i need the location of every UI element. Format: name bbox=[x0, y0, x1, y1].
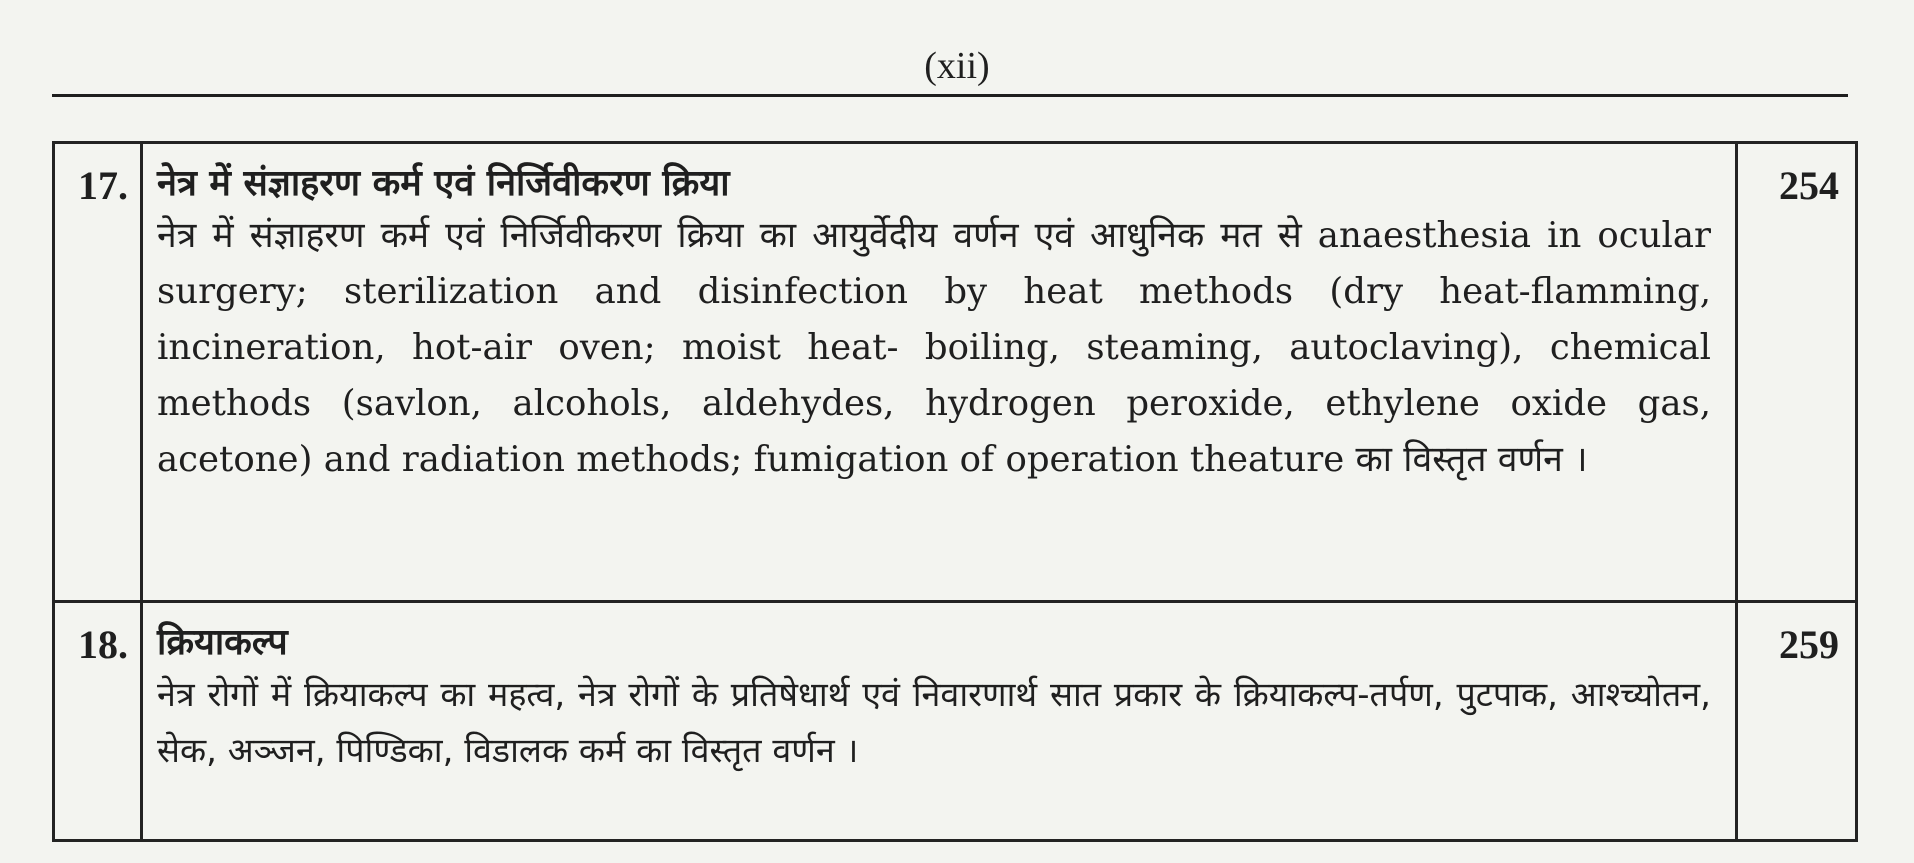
entry-title: नेत्र में संज्ञाहरण कर्म एवं निर्जिवीकरण क्रिया bbox=[157, 163, 730, 204]
page-number: (xii) bbox=[924, 45, 990, 87]
entry-page-number: 254 bbox=[1737, 143, 1857, 602]
header-rule bbox=[52, 94, 1848, 97]
entry-page-number: 259 bbox=[1737, 602, 1857, 841]
entry-title: क्रियाकल्प bbox=[157, 622, 288, 663]
table-row bbox=[54, 143, 1857, 602]
entry-number: 18. bbox=[54, 602, 142, 841]
table-row bbox=[54, 602, 1857, 841]
entry-description: नेत्र में संज्ञाहरण कर्म एवं निर्जिवीकरण क्रिया का आयुर्वेदीय वर्णन एवं आधुनिक मत से anaesthesia in ocular surgery; sterilization and disinfection by heat methods (dry heat-flamming, incineration, hot-air oven; moist heat- boiling, steaming, autoclaving), chemical methods (savlon, alcohols, aldehydes, hydrogen peroxide, ethylene oxide gas, acetone) and radiation methods; fumigation of operation theature का विस्तृत वर्णन । bbox=[157, 215, 1711, 480]
entry-body bbox=[142, 602, 1737, 841]
entry-number: 17. bbox=[54, 143, 142, 602]
entry-body bbox=[142, 143, 1737, 602]
entry-description: नेत्र रोगों में क्रियाकल्प का महत्व, नेत्र रोगों के प्रतिषेधार्थ एवं निवारणार्थ सात प्रकार के क्रियाकल्प-तर्पण, पुटपाक, आश्च्योतन, सेक, अञ्जन, पिण्डिका, विडालक कर्म का विस्तृत वर्णन । bbox=[157, 675, 1711, 771]
contents-table bbox=[52, 141, 1858, 842]
